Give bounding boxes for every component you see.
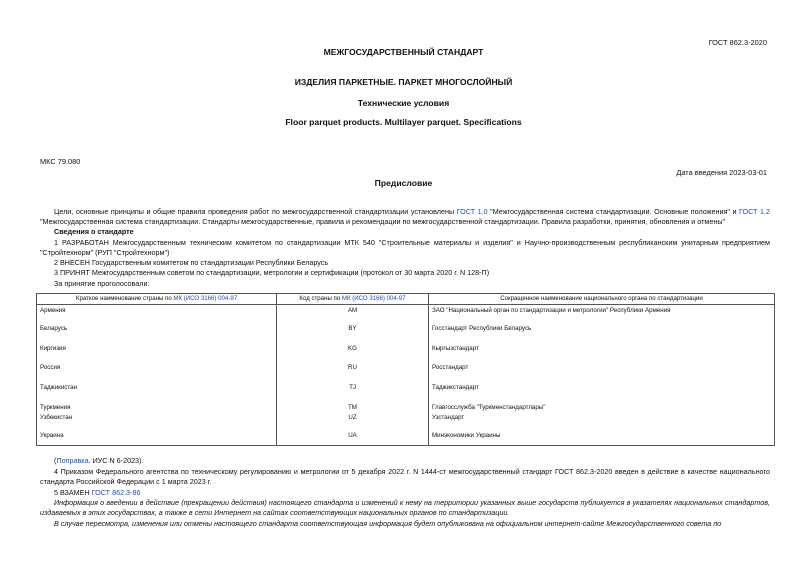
code-cell: TM (277, 404, 429, 414)
item-5 (40, 488, 770, 498)
column-header-body: Сокращенное наименование национального органа по стандартизации (429, 294, 775, 305)
body-cell: Таджикстандарт (429, 384, 775, 404)
document-title-english: Floor parquet products. Multilayer parquet. Specifications (285, 117, 522, 127)
mks-code: МКС 79.080 (40, 157, 81, 166)
standard-type: МЕЖГОСУДАРСТВЕННЫЙ СТАНДАРТ (323, 47, 484, 57)
item-3: 3 ПРИНЯТ Межгосударственным советом по стандартизации, метрологии и сертификации (протокол от 30 марта 2020 г. N 128-П) (54, 268, 490, 277)
table-row (37, 414, 775, 432)
revision-notice-paragraph (40, 519, 770, 529)
amendment-link[interactable]: Поправка (56, 456, 89, 465)
foreword-paragraph (40, 207, 770, 226)
doc-number: ГОСТ 862.3-2020 (708, 38, 767, 47)
country-cell: Киргизия (37, 345, 277, 364)
amendment-text: . ИУС N 6-2023). (88, 456, 144, 465)
table-row (37, 345, 775, 364)
foreword-text: "Межгосударственная система стандартизации. Основные положения" и (487, 207, 740, 216)
body-cell: Минэкономики Украины (429, 432, 775, 446)
gost-862-3-86-link[interactable]: ГОСТ 862.3-86 (91, 488, 141, 497)
country-cell: Узбекистан (37, 414, 277, 432)
code-cell: UA (277, 432, 429, 446)
table-row (37, 432, 775, 446)
foreword-text: "Межгосударственная система стандартизации. Стандарты межгосударственные, правила и рекомендации по межгосударственной стандартизации. Правила разработки, принятия, обновления и отмены" (40, 216, 726, 226)
gost-1-0-link[interactable]: ГОСТ 1.0 (456, 207, 488, 216)
country-cell: Армения (37, 305, 277, 325)
body-cell: Узстандарт (429, 414, 775, 432)
amendment-text: ( (54, 456, 57, 465)
table-row (37, 305, 775, 325)
country-cell: Россия (37, 364, 277, 384)
code-cell: KG (277, 345, 429, 364)
body-cell: Росстандарт (429, 364, 775, 384)
document-title: ИЗДЕЛИЯ ПАРКЕТНЫЕ. ПАРКЕТ МНОГОСЛОЙНЫЙ (294, 77, 513, 87)
document-subtitle: Технические условия (357, 98, 450, 108)
country-cell: Таджикистан (37, 384, 277, 404)
country-cell: Беларусь (37, 325, 277, 345)
table-row (37, 364, 775, 384)
column-header-country (37, 294, 277, 305)
body-cell: ЗАО "Национальный орган по стандартизации и метрологии" Республики Армения (429, 305, 775, 325)
mk-iso-link[interactable]: МК (ИСО 3166) 004-97 (173, 295, 238, 302)
body-cell: Госстандарт Республики Беларусь (429, 325, 775, 345)
amendment-note (40, 456, 770, 466)
intro-date: Дата введения 2023-03-01 (676, 168, 767, 177)
header-text: Код страны по (299, 295, 342, 302)
voting-countries-table (36, 293, 775, 446)
revision-notice-text: В случае пересмотра, изменения или отмены настоящего стандарта соответствующая информация будет опубликована на официальном интернет-сайте Межгосударственного совета по (54, 519, 722, 528)
mk-iso-link[interactable]: МК (ИСО 3166) 004-97 (341, 295, 406, 302)
item-1: 1 РАЗРАБОТАН Межгосударственным техническим комитетом по стандартизации МТК 540 "Строительные материалы и изделия" и Научно-производственным республиканским унитарным предприятием "Стройтехнорм" (РУП "Стройтехнорм") (40, 238, 770, 257)
table-row (37, 404, 775, 414)
foreword-heading: Предисловие (374, 178, 433, 188)
item-4: 4 Приказом Федерального агентства по техническому регулированию и метрологии от 5 декабря 2022 г. N 1444-ст межгосударственный стандарт ГОСТ 862.3-2020 введен в действие в качестве национального стандарта Российской Федерации с 1 марта 2023 г. (40, 467, 770, 486)
body-cell: Кыргызстандарт (429, 345, 775, 364)
table-header-row (37, 294, 775, 305)
item-2: 2 ВНЕСЕН Государственным комитетом по стандартизации Республики Беларусь (54, 258, 329, 267)
body-cell: Главгосслужба "Туркменстандартлары" (429, 404, 775, 414)
info-heading: Сведения о стандарте (54, 227, 134, 236)
code-cell: BY (277, 325, 429, 345)
code-cell: UZ (277, 414, 429, 432)
header-text: Краткое наименование страны по (75, 295, 174, 302)
table-row (37, 325, 775, 345)
country-cell: Туркмения (37, 404, 277, 414)
item-5-text: 5 ВЗАМЕН (54, 488, 92, 497)
foreword-text: Цели, основные принципы и общие правила проведения работ по межгосударственной стандартизации установлены (54, 207, 457, 216)
info-notice-text: Информация о введении в действие (прекращении действия) настоящего стандарта и изменений к нему на территории указанных выше государств публикуется в указателях национальных стандартов, издаваемых в этих государствах, а также в сети Интернет на сайтах соответствующих национальных органов по стандартизации. (40, 498, 770, 517)
voted-label: За принятие проголосовали: (54, 279, 150, 288)
column-header-code (277, 294, 429, 305)
gost-1-2-link[interactable]: ГОСТ 1.2 (739, 207, 770, 216)
code-cell: AM (277, 305, 429, 325)
table-row (37, 384, 775, 404)
code-cell: RU (277, 364, 429, 384)
country-cell: Украина (37, 432, 277, 446)
info-notice-paragraph (40, 498, 770, 517)
code-cell: TJ (277, 384, 429, 404)
